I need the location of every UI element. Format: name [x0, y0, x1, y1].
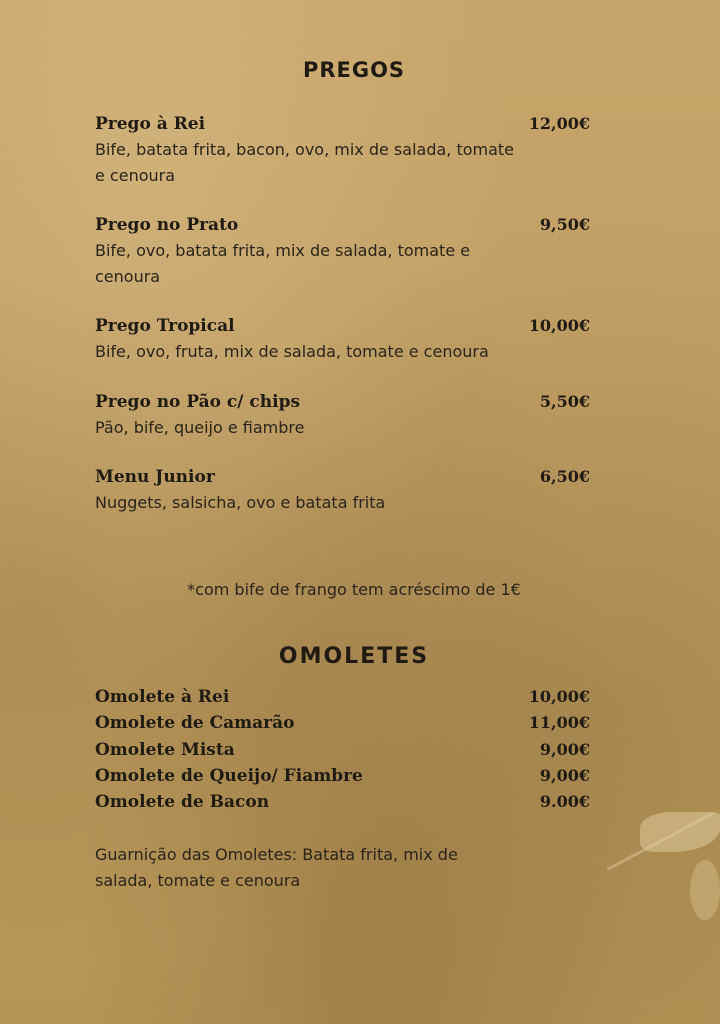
item-price: 12,00€ — [528, 114, 590, 133]
item-price: 9,00€ — [539, 765, 590, 785]
item-name: Prego no Prato — [95, 215, 239, 235]
omelet-row — [95, 684, 590, 710]
menu-item-prego-rei — [95, 111, 590, 189]
item-description: Nuggets, salsicha, ovo e batata frita — [95, 493, 386, 512]
paper-crack — [690, 860, 720, 920]
item-price: 6,50€ — [539, 467, 590, 486]
omelet-row — [95, 710, 590, 736]
item-name: Omolete de Bacon — [95, 792, 270, 813]
item-name: Prego no Pão c/ chips — [95, 392, 301, 412]
chicken-note: *com bife de frango tem acréscimo de 1€ — [187, 580, 521, 599]
item-name: Prego à Rei — [95, 114, 206, 134]
item-description: Bife, ovo, batata frita, mix de salada, tomate e cenoura — [95, 241, 471, 286]
omoletes-title: OMOLETES — [278, 644, 430, 669]
item-price: 10,00€ — [528, 316, 590, 335]
item-price: 10,00€ — [528, 687, 590, 706]
item-price: 11,00€ — [528, 713, 590, 733]
item-name: Omolete à Rei — [95, 687, 230, 707]
omelet-row — [95, 737, 590, 763]
omelet-row — [95, 763, 590, 789]
omelet-list — [95, 684, 590, 815]
omelet-garnish-note: Guarnição das Omoletes: Batata frita, mix de salada, tomate e cenoura — [95, 845, 458, 890]
paper-crack — [640, 812, 720, 852]
item-description: Bife, batata frita, bacon, ovo, mix de salada, tomate e cenoura — [95, 140, 515, 185]
menu-item-prego-prato — [95, 212, 590, 290]
item-price: 9,50€ — [539, 215, 590, 234]
item-price: 5,50€ — [539, 392, 590, 411]
pregos-title: PREGOS — [302, 58, 406, 82]
menu-item-prego-pao — [95, 389, 590, 441]
item-description: Pão, bife, queijo e fiambre — [95, 418, 305, 437]
item-price: 9.00€ — [539, 792, 590, 812]
item-price: 9,00€ — [539, 739, 590, 759]
item-name: Omolete de Camarão — [95, 713, 295, 734]
item-name: Omolete de Queijo/ Fiambre — [95, 765, 363, 786]
item-name: Omolete Mista — [95, 739, 235, 760]
omelet-row — [95, 789, 590, 815]
menu-item-prego-tropical — [95, 313, 590, 365]
item-description: Bife, ovo, fruta, mix de salada, tomate e cenoura — [95, 342, 489, 361]
menu-item-menu-junior — [95, 464, 590, 516]
item-name: Menu Junior — [95, 467, 215, 487]
item-name: Prego Tropical — [95, 316, 235, 336]
